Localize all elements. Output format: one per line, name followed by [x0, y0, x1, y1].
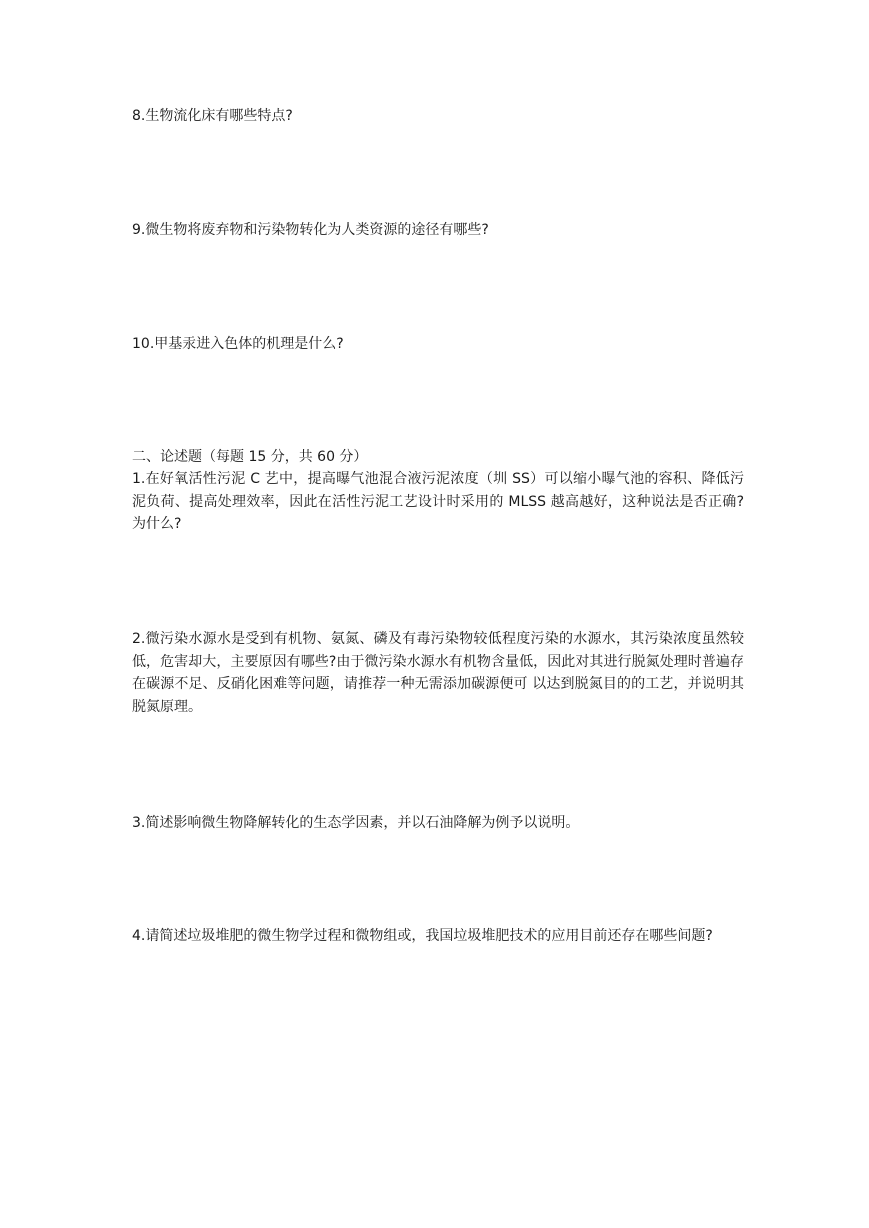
- question-9: 9.微生物将废弃物和污染物转化为人类资源的途径有哪些?: [132, 222, 489, 238]
- essay-question-1: 1.在好氧活性污泥 C 艺中，提高曝气池混合液污泥浓度（圳 SS）可以缩小曝气池的容积、降低污泥负荷、提高处理效率，因此在活性污泥工艺设计时采用的 MLSS 越高越好，这种说法是否正确?为什么?: [132, 471, 744, 532]
- section-heading: 二、论述题（每题 15 分，共 60 分）: [132, 449, 368, 465]
- essay-question-3: 3.简述影响微生物降解转化的生态学因素，并以石油降解为例予以说明。: [132, 815, 580, 831]
- question-10: 10.甲基汞进入色体的机理是什么?: [132, 336, 344, 352]
- essay-question-4: 4.请简述垃圾堆肥的微生物学过程和微物组或，我国垃圾堆肥技术的应用目前还存在哪些间题?: [132, 928, 713, 944]
- essay-question-2: 2.微污染水源水是受到有机物、氨氮、磷及有毒污染物较低程度污染的水源水，其污染浓度虽然较低，危害却大，主要原因有哪些?由于微污染水源水有机物含量低，因此对其进行脱氮处理时普遍存在碳源不足、反硝化困难等问题，请推荐一种无需添加碳源便可 以达到脱氮目的的工艺，并说明其脱氮原理。: [132, 631, 744, 715]
- question-8: 8.生物流化床有哪些特点?: [132, 108, 293, 124]
